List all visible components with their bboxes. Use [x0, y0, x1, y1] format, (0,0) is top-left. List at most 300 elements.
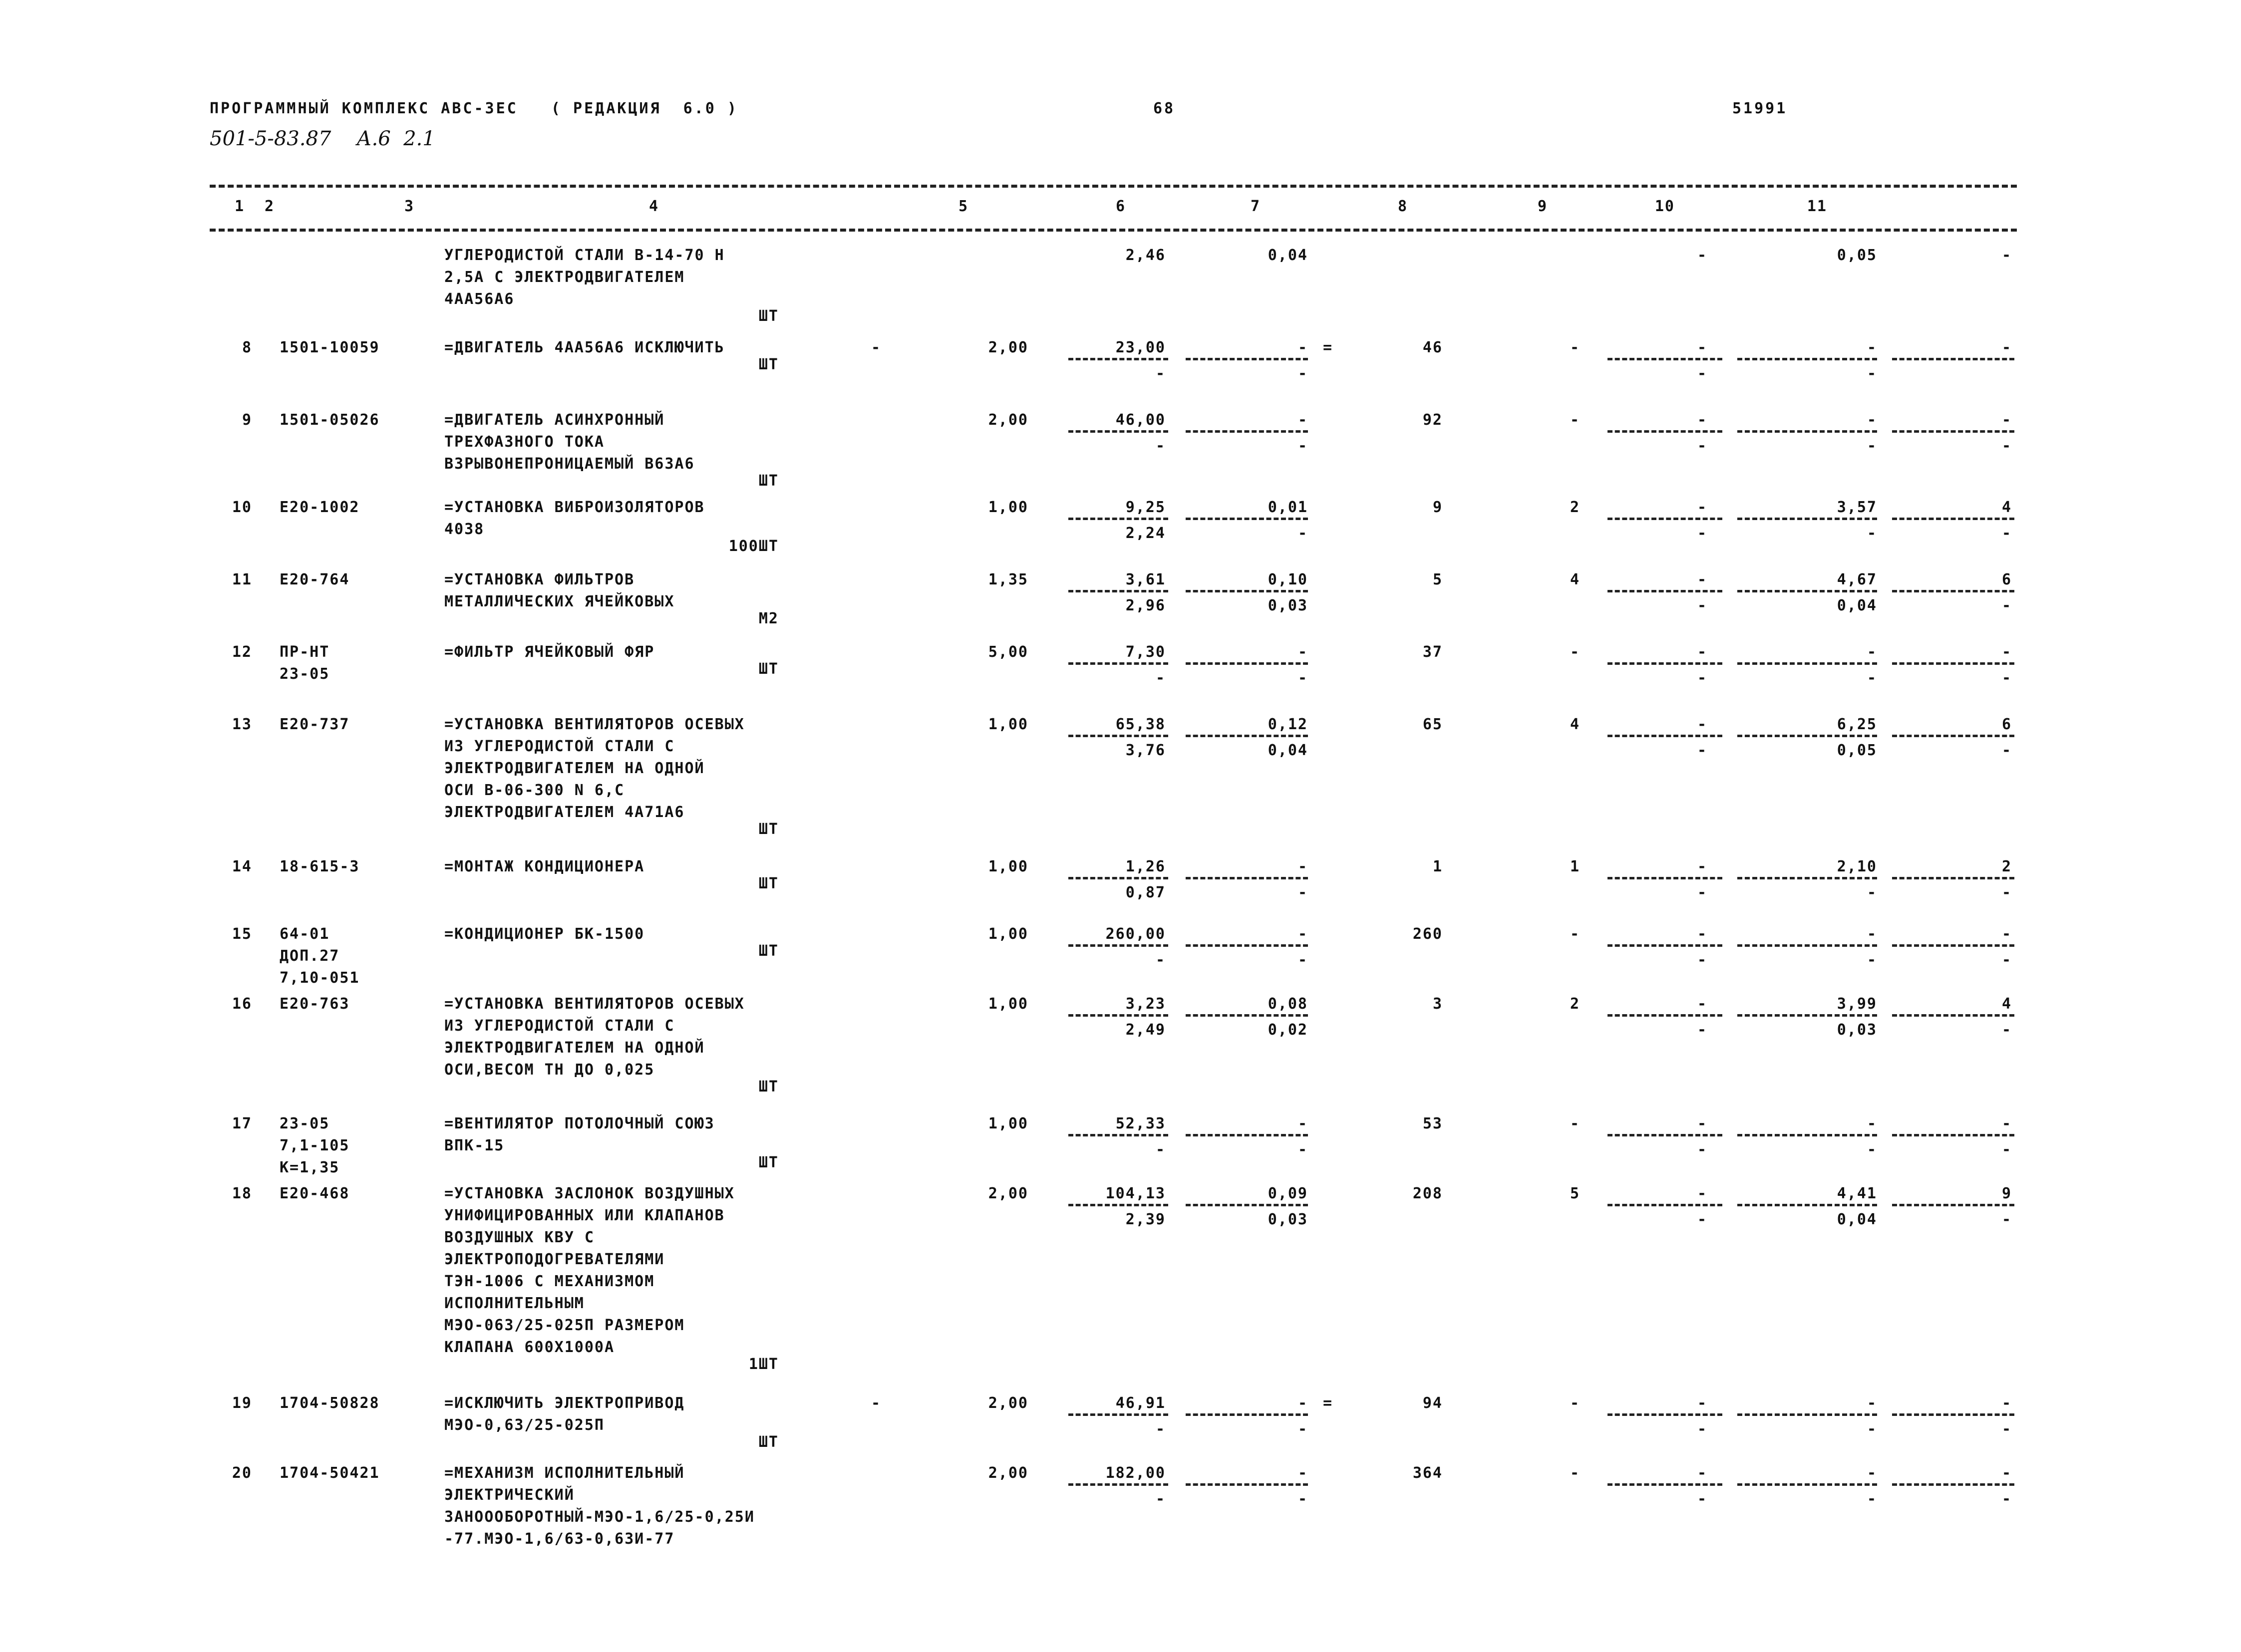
quantity: 1,00 [988, 499, 1028, 516]
item-description: -77.МЭО-1,6/63-0,63И-77 [444, 1530, 675, 1548]
machine-wages-total: - [1697, 1211, 1707, 1228]
machine-total: - [1697, 499, 1707, 516]
machine-cost-value: - [1297, 1115, 1308, 1132]
cell-divider [1737, 1204, 1877, 1206]
machine-cost-wages: - [1297, 1420, 1308, 1438]
cell-divider [1607, 1413, 1722, 1416]
labor-value: 3,99 [1837, 995, 1877, 1013]
unit-cost-wages: 2,39 [1125, 1211, 1166, 1228]
labor-value: 2,10 [1837, 858, 1877, 875]
labor-machinists: - [1867, 1490, 1877, 1508]
exclusion-mark: - [871, 1394, 882, 1412]
unit-cost-wages: 2,96 [1125, 597, 1166, 614]
cell-divider [1186, 358, 1308, 360]
machine-wages-total: - [1697, 951, 1707, 969]
item-description: =ИСКЛЮЧИТЬ ЭЛЕКТРОПРИВОД [444, 1394, 685, 1412]
labor-total: 2 [2001, 858, 2012, 875]
machine-cost-value: - [1297, 643, 1308, 661]
labor-machinists: - [1867, 525, 1877, 542]
machine-wages-total: - [1697, 1490, 1707, 1508]
item-description: ЭЛЕКТРИЧЕСКИЙ [444, 1486, 575, 1504]
machine-total: - [1697, 1394, 1707, 1412]
header-rule-bottom [210, 229, 2017, 232]
item-description: =УСТАНОВКА ВЕНТИЛЯТОРОВ ОСЕВЫХ [444, 995, 745, 1013]
item-description: ТРЕХФАЗНОГО ТОКА [444, 433, 605, 451]
exclusion-mark: = [1323, 1394, 1333, 1412]
machine-cost-wages: - [1297, 884, 1308, 901]
labor-total-machinists: - [2001, 1021, 2012, 1039]
cell-divider [1737, 1413, 1877, 1416]
machine-cost-wages: - [1297, 1490, 1308, 1508]
cell-divider [1737, 358, 1877, 360]
item-description: =ФИЛЬТР ЯЧЕЙКОВЫЙ ФЯР [444, 643, 655, 661]
total-cost: 3 [1432, 995, 1443, 1013]
cell-divider [1186, 518, 1308, 520]
labor-value: 4,41 [1837, 1185, 1877, 1202]
cell-divider [1068, 1014, 1168, 1017]
unit-cost-value: 182,00 [1105, 1464, 1166, 1482]
unit-cost-value: 2,46 [1125, 247, 1166, 264]
cell-divider [1892, 358, 2014, 360]
labor-machinists: - [1867, 951, 1877, 969]
pricing-code: 64-01 [280, 925, 330, 943]
cell-divider [1737, 1483, 1877, 1486]
pricing-code: Е20-1002 [280, 499, 360, 516]
labor-value: - [1867, 1464, 1877, 1482]
unit-cost-value: 46,91 [1115, 1394, 1166, 1412]
machine-cost-wages: - [1297, 669, 1308, 687]
unit-cost-wages: 2,24 [1125, 525, 1166, 542]
cell-divider [1186, 1204, 1308, 1206]
machine-total: - [1697, 858, 1707, 875]
item-description: =МОНТАЖ КОНДИЦИОНЕРА [444, 858, 645, 875]
cell-divider [1068, 735, 1168, 737]
cell-divider [1892, 944, 2014, 947]
labor-total: - [2001, 411, 2012, 429]
quantity: 2,00 [988, 339, 1028, 356]
cell-divider [1186, 877, 1308, 879]
machine-wages-total: - [1697, 437, 1707, 455]
row-number: 19 [232, 1394, 252, 1412]
unit-cost-wages: - [1155, 1141, 1166, 1158]
machine-wages-total: - [1697, 742, 1707, 759]
column-header-5: 5 [958, 198, 968, 215]
wages-total: 2 [1570, 995, 1580, 1013]
labor-value: 0,05 [1837, 247, 1877, 264]
labor-total-machinists: - [2001, 951, 2012, 969]
machine-cost-value: - [1297, 858, 1308, 875]
unit-of-measure: ШТ [758, 356, 779, 373]
total-cost: 208 [1412, 1185, 1443, 1202]
labor-total-machinists: - [2001, 1420, 2012, 1438]
unit-cost-wages: - [1155, 365, 1166, 382]
total-cost: 364 [1412, 1464, 1443, 1482]
labor-machinists: - [1867, 1141, 1877, 1158]
wages-total: 2 [1570, 499, 1580, 516]
unit-of-measure: ШТ [758, 1078, 779, 1096]
document-code: 51991 [1732, 100, 1788, 117]
labor-machinists: - [1867, 365, 1877, 382]
labor-total: 4 [2001, 995, 2012, 1013]
cell-divider [1892, 1413, 2014, 1416]
cell-divider [1892, 1134, 2014, 1136]
machine-total: - [1697, 1185, 1707, 1202]
machine-cost-wages: - [1297, 365, 1308, 382]
cell-divider [1892, 735, 2014, 737]
labor-value: - [1867, 411, 1877, 429]
unit-of-measure: М2 [758, 610, 779, 627]
quantity: 2,00 [988, 1185, 1028, 1202]
machine-wages-total: - [1697, 669, 1707, 687]
wages-total: - [1570, 1115, 1580, 1132]
item-description: УНИФИЦИРОВАННЫХ ИЛИ КЛАПАНОВ [444, 1207, 725, 1224]
row-number: 16 [232, 995, 252, 1013]
cell-divider [1186, 662, 1308, 665]
wages-total: 4 [1570, 571, 1580, 588]
machine-cost-value: 0,10 [1268, 571, 1308, 588]
pricing-code: 1704-50421 [280, 1464, 380, 1482]
page-number: 68 [1153, 100, 1176, 117]
cell-divider [1892, 662, 2014, 665]
unit-cost-value: 7,30 [1125, 643, 1166, 661]
machine-cost-value: - [1297, 339, 1308, 356]
unit-cost-wages: - [1155, 1490, 1166, 1508]
machine-cost-wages: - [1297, 437, 1308, 455]
labor-total: 9 [2001, 1185, 2012, 1202]
item-description: ОСИ,ВЕСОМ ТН ДО 0,025 [444, 1061, 655, 1079]
machine-cost-wages: 0,04 [1268, 742, 1308, 759]
machine-cost-value: - [1297, 925, 1308, 943]
pricing-code: 7,1-105 [280, 1137, 350, 1154]
item-description: =МЕХАНИЗМ ИСПОЛНИТЕЛЬНЫЙ [444, 1464, 685, 1482]
machine-total: - [1697, 643, 1707, 661]
row-number: 17 [232, 1115, 252, 1132]
cell-divider [1892, 1204, 2014, 1206]
labor-total-machinists: - [2001, 669, 2012, 687]
machine-cost-wages: - [1297, 951, 1308, 969]
machine-cost-value: 0,12 [1268, 716, 1308, 733]
cell-divider [1737, 518, 1877, 520]
total-cost: 9 [1432, 499, 1443, 516]
wages-total: - [1570, 339, 1580, 356]
unit-cost-value: 65,38 [1115, 716, 1166, 733]
quantity: 1,00 [988, 995, 1028, 1013]
labor-total-machinists: - [2001, 597, 2012, 614]
column-header-3: 3 [404, 198, 414, 215]
labor-value: - [1867, 643, 1877, 661]
labor-value: - [1867, 339, 1877, 356]
quantity: 1,00 [988, 858, 1028, 875]
unit-cost-value: 3,61 [1125, 571, 1166, 588]
item-description: ИЗ УГЛЕРОДИСТОЙ СТАЛИ С [444, 738, 675, 755]
cell-divider [1892, 430, 2014, 433]
labor-total: - [2001, 339, 2012, 356]
item-description: ОСИ В-06-300 N 6,С [444, 782, 625, 799]
exclusion-mark: - [871, 339, 882, 356]
cell-divider [1186, 735, 1308, 737]
row-number: 18 [232, 1185, 252, 1202]
cell-divider [1737, 590, 1877, 592]
labor-total: - [2001, 1464, 2012, 1482]
total-cost: 53 [1422, 1115, 1443, 1132]
machine-wages-total: - [1697, 1420, 1707, 1438]
item-description: 4АА56А6 [444, 290, 515, 308]
cell-divider [1186, 1134, 1308, 1136]
unit-cost-value: 46,00 [1115, 411, 1166, 429]
unit-cost-value: 104,13 [1105, 1185, 1166, 1202]
labor-machinists: 0,04 [1837, 597, 1877, 614]
labor-total: - [2001, 1394, 2012, 1412]
row-number: 8 [242, 339, 252, 356]
exclusion-mark: = [1323, 339, 1333, 356]
cell-divider [1737, 1014, 1877, 1017]
cell-divider [1186, 590, 1308, 592]
machine-total: - [1697, 247, 1707, 264]
machine-total: - [1697, 411, 1707, 429]
cell-divider [1068, 430, 1168, 433]
pricing-code: К=1,35 [280, 1159, 340, 1176]
wages-total: - [1570, 411, 1580, 429]
labor-machinists: 0,04 [1837, 1211, 1877, 1228]
pricing-code: 1501-05026 [280, 411, 380, 429]
machine-cost-value: 0,08 [1268, 995, 1308, 1013]
unit-of-measure: ШТ [758, 942, 779, 960]
machine-wages-total: - [1697, 597, 1707, 614]
column-header-11: 11 [1807, 198, 1827, 215]
cell-divider [1607, 518, 1722, 520]
labor-total: 4 [2001, 499, 2012, 516]
handwritten-note: 501-5-83.87 А.6 2.1 [210, 127, 435, 150]
cell-divider [1068, 877, 1168, 879]
unit-of-measure: ШТ [758, 875, 779, 892]
labor-value: - [1867, 1394, 1877, 1412]
unit-cost-wages: 0,87 [1125, 884, 1166, 901]
cell-divider [1186, 1014, 1308, 1017]
total-cost: 46 [1422, 339, 1443, 356]
column-header-7: 7 [1250, 198, 1261, 215]
pricing-code: Е20-763 [280, 995, 350, 1013]
quantity: 2,00 [988, 1464, 1028, 1482]
labor-total-machinists: - [2001, 742, 2012, 759]
unit-of-measure: ШТ [758, 472, 779, 490]
cell-divider [1737, 944, 1877, 947]
cell-divider [1737, 735, 1877, 737]
unit-cost-wages: 2,49 [1125, 1021, 1166, 1039]
row-number: 11 [232, 571, 252, 588]
cell-divider [1068, 1413, 1168, 1416]
cell-divider [1607, 877, 1722, 879]
cell-divider [1068, 1134, 1168, 1136]
cell-divider [1892, 1483, 2014, 1486]
labor-total: - [2001, 247, 2012, 264]
item-description: =УСТАНОВКА ВЕНТИЛЯТОРОВ ОСЕВЫХ [444, 716, 745, 733]
wages-total: - [1570, 1464, 1580, 1482]
quantity: 1,00 [988, 716, 1028, 733]
labor-machinists: 0,03 [1837, 1021, 1877, 1039]
machine-total: - [1697, 925, 1707, 943]
total-cost: 65 [1422, 716, 1443, 733]
pricing-code: Е20-764 [280, 571, 350, 588]
total-cost: 94 [1422, 1394, 1443, 1412]
unit-cost-value: 3,23 [1125, 995, 1166, 1013]
machine-cost-value: - [1297, 1464, 1308, 1482]
column-header-6: 6 [1115, 198, 1126, 215]
cell-divider [1068, 1204, 1168, 1206]
item-description: ИЗ УГЛЕРОДИСТОЙ СТАЛИ С [444, 1017, 675, 1035]
cell-divider [1607, 358, 1722, 360]
row-number: 12 [232, 643, 252, 661]
wages-total: - [1570, 1394, 1580, 1412]
labor-total: - [2001, 643, 2012, 661]
unit-cost-wages: - [1155, 1420, 1166, 1438]
unit-cost-value: 1,26 [1125, 858, 1166, 875]
quantity: 1,35 [988, 571, 1028, 588]
unit-cost-value: 52,33 [1115, 1115, 1166, 1132]
machine-total: - [1697, 1464, 1707, 1482]
cell-divider [1607, 1134, 1722, 1136]
row-number: 10 [232, 499, 252, 516]
item-description: МЭО-0,63/25-025П [444, 1416, 605, 1434]
pricing-code: 23-05 [280, 1115, 330, 1132]
labor-value: 4,67 [1837, 571, 1877, 588]
cell-divider [1737, 662, 1877, 665]
item-description: =КОНДИЦИОНЕР БК-1500 [444, 925, 645, 943]
unit-cost-value: 23,00 [1115, 339, 1166, 356]
labor-total: - [2001, 925, 2012, 943]
item-description: ЗАНОООБОРОТНЫЙ-МЭО-1,6/25-0,25И [444, 1508, 755, 1526]
machine-cost-wages: 0,02 [1268, 1021, 1308, 1039]
cell-divider [1068, 944, 1168, 947]
labor-value: - [1867, 1115, 1877, 1132]
unit-of-measure: ШТ [758, 660, 779, 678]
header-rule-top [210, 185, 2017, 188]
cell-divider [1892, 518, 2014, 520]
machine-wages-total: - [1697, 1021, 1707, 1039]
unit-of-measure: ШТ [758, 1433, 779, 1451]
item-description: МЭО-063/25-025П РАЗМЕРОМ [444, 1317, 685, 1334]
labor-machinists: 0,05 [1837, 742, 1877, 759]
machine-cost-wages: - [1297, 525, 1308, 542]
labor-value: - [1867, 925, 1877, 943]
machine-total: - [1697, 339, 1707, 356]
machine-wages-total: - [1697, 365, 1707, 382]
unit-cost-value: 9,25 [1125, 499, 1166, 516]
cell-divider [1068, 590, 1168, 592]
machine-total: - [1697, 995, 1707, 1013]
machine-total: - [1697, 716, 1707, 733]
cell-divider [1607, 944, 1722, 947]
labor-total-machinists: - [2001, 884, 2012, 901]
unit-cost-wages: - [1155, 951, 1166, 969]
total-cost: 5 [1432, 571, 1443, 588]
item-description: =УСТАНОВКА ВИБРОИЗОЛЯТОРОВ [444, 499, 705, 516]
unit-of-measure: ШТ [758, 307, 779, 325]
cell-divider [1607, 662, 1722, 665]
wages-total: - [1570, 643, 1580, 661]
unit-cost-value: 260,00 [1105, 925, 1166, 943]
machine-total: - [1697, 571, 1707, 588]
labor-total-machinists: - [2001, 1490, 2012, 1508]
quantity: 2,00 [988, 411, 1028, 429]
machine-cost-value: - [1297, 1394, 1308, 1412]
cell-divider [1737, 877, 1877, 879]
item-description: ТЭН-1006 С МЕХАНИЗМОМ [444, 1273, 655, 1290]
unit-cost-wages: - [1155, 437, 1166, 455]
item-description: =ВЕНТИЛЯТОР ПОТОЛОЧНЫЙ СОЮЗ [444, 1115, 715, 1132]
cell-divider [1607, 1014, 1722, 1017]
labor-total-machinists: - [2001, 1141, 2012, 1158]
unit-cost-wages: - [1155, 669, 1166, 687]
cell-divider [1068, 662, 1168, 665]
row-number: 9 [242, 411, 252, 429]
unit-of-measure: ШТ [758, 821, 779, 838]
labor-machinists: - [1867, 669, 1877, 687]
unit-of-measure: 100ШТ [728, 538, 779, 555]
labor-total: - [2001, 1115, 2012, 1132]
item-description: 4038 [444, 521, 485, 538]
machine-wages-total: - [1697, 884, 1707, 901]
total-cost: 92 [1422, 411, 1443, 429]
item-description: КЛАПАНА 600Х1000А [444, 1339, 615, 1356]
labor-machinists: - [1867, 1420, 1877, 1438]
pricing-code: ДОП.27 [280, 947, 340, 965]
machine-cost-value: 0,09 [1268, 1185, 1308, 1202]
unit-of-measure: ШТ [758, 1154, 779, 1171]
total-cost: 37 [1422, 643, 1443, 661]
labor-total: 6 [2001, 571, 2012, 588]
cell-divider [1186, 944, 1308, 947]
column-header-1: 1 [234, 198, 245, 215]
item-description: ЭЛЕКТРОДВИГАТЕЛЕМ НА ОДНОЙ [444, 1039, 705, 1057]
column-header-9: 9 [1537, 198, 1548, 215]
cell-divider [1607, 1483, 1722, 1486]
labor-value: 3,57 [1837, 499, 1877, 516]
machine-cost-wages: 0,03 [1268, 597, 1308, 614]
wages-total: - [1570, 925, 1580, 943]
row-number: 14 [232, 858, 252, 875]
total-cost: 1 [1432, 858, 1443, 875]
labor-total: 6 [2001, 716, 2012, 733]
column-header-10: 10 [1654, 198, 1675, 215]
labor-value: 6,25 [1837, 716, 1877, 733]
wages-total: 1 [1570, 858, 1580, 875]
cell-divider [1607, 590, 1722, 592]
item-description: ЭЛЕКТРОДВИГАТЕЛЕМ 4А71А6 [444, 804, 685, 821]
item-description: 2,5А С ЭЛЕКТРОДВИГАТЕЛЕМ [444, 269, 685, 286]
cell-divider [1607, 735, 1722, 737]
machine-wages-total: - [1697, 1141, 1707, 1158]
column-header-4: 4 [648, 198, 659, 215]
wages-total: 4 [1570, 716, 1580, 733]
row-number: 20 [232, 1464, 252, 1482]
cell-divider [1186, 1483, 1308, 1486]
item-description: =УСТАНОВКА ФИЛЬТРОВ [444, 571, 635, 588]
cell-divider [1607, 430, 1722, 433]
column-header-2: 2 [264, 198, 275, 215]
cell-divider [1068, 518, 1168, 520]
item-description: УГЛЕРОДИСТОЙ СТАЛИ В-14-70 Н [444, 247, 725, 264]
cell-divider [1068, 358, 1168, 360]
machine-cost-value: - [1297, 411, 1308, 429]
row-number: 13 [232, 716, 252, 733]
cell-divider [1892, 590, 2014, 592]
cell-divider [1186, 1413, 1308, 1416]
program-header: ПРОГРАММНЫЙ КОМПЛЕКС АВС-3ЕС ( РЕДАКЦИЯ 6.0 ) [210, 100, 738, 117]
pricing-code: Е20-737 [280, 716, 350, 733]
item-description: ЭЛЕКТРОПОДОГРЕВАТЕЛЯМИ [444, 1251, 665, 1268]
cell-divider [1186, 430, 1308, 433]
cell-divider [1068, 1483, 1168, 1486]
